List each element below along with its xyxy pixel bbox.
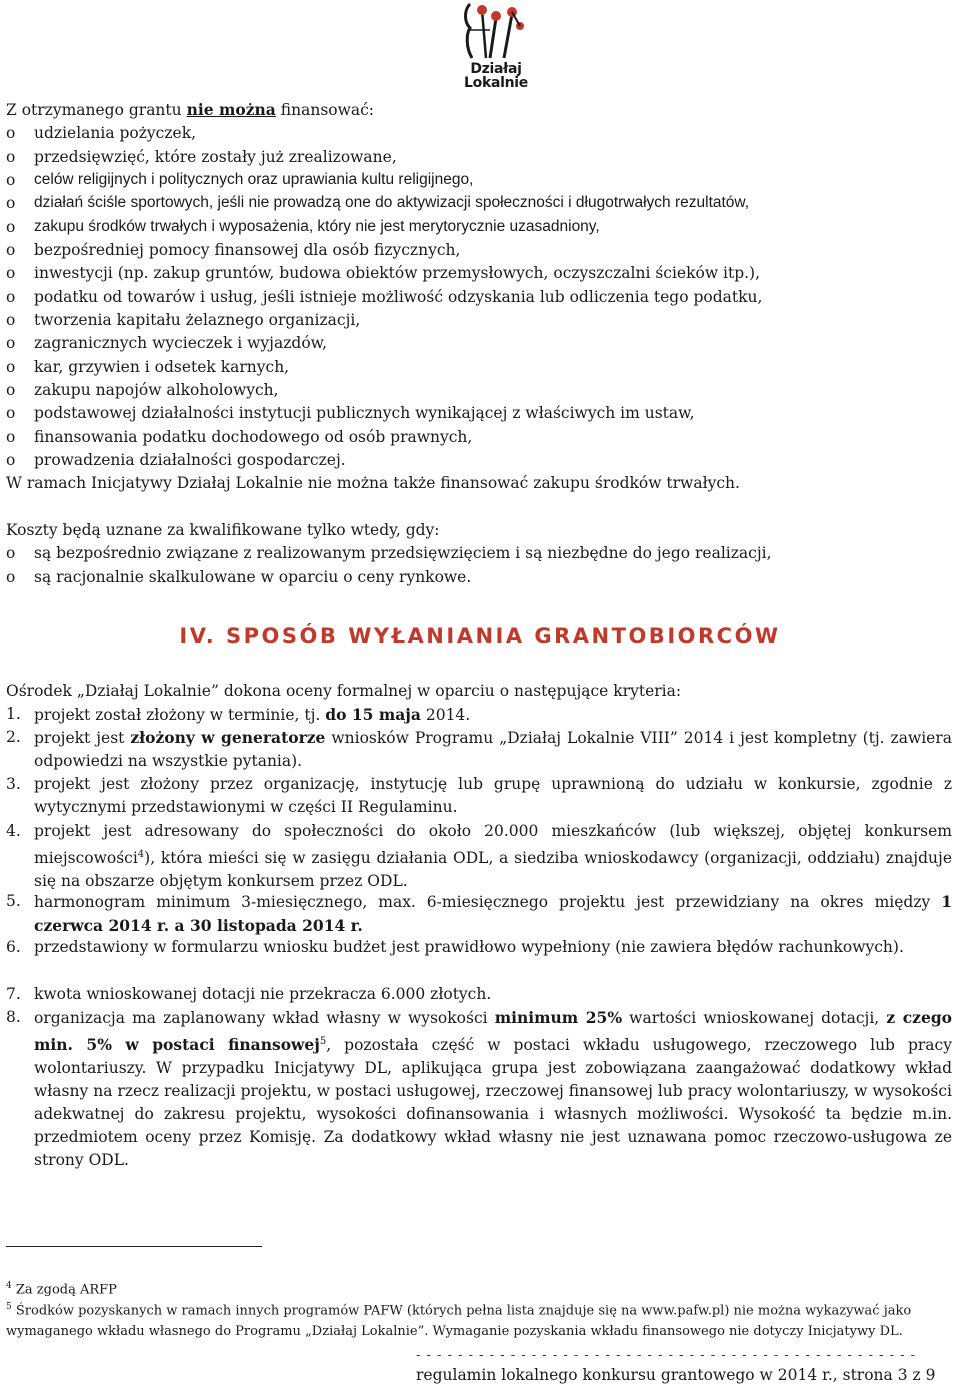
criterion-number: 1. (6, 705, 21, 723)
list-item: są racjonalnie skalkulowane w oparciu o ceny rynkowe. (34, 568, 472, 586)
bullet-marker: o (6, 334, 16, 352)
logo-text-line2: Lokalnie (464, 75, 528, 91)
criterion-3: projekt jest złożony przez organizację, instytucję lub grupę uprawnioną do udziału w konkursie, zgodnie z wytycznymi przedstawionymi w części II Regulaminu. (34, 775, 952, 816)
list-item: przedsięwzięć, które zostały już zrealizowane, (34, 148, 397, 166)
bullet-marker: o (6, 404, 16, 422)
criterion-2: projekt jest złożony w generatorze wniosków Programu „Działaj Lokalnie VIII” 2014 i jest kompletny (tj. zawiera odpowiedzi na wszystkie pytania). (34, 728, 952, 770)
list-item: podstawowej działalności instytucji publicznych wynikającej z właściwych im ustaw, (34, 404, 695, 422)
criterion-number: 5. (6, 892, 21, 910)
list-item: prowadzenia działalności gospodarczej. (34, 451, 346, 469)
criteria-intro: Ośrodek „Działaj Lokalnie” dokona oceny formalnej w oparciu o następujące kryteria: (6, 682, 682, 700)
list-item: zagranicznych wycieczek i wyjazdów, (34, 334, 328, 352)
intro-emphasis: nie można (186, 100, 276, 119)
bullet-marker: o (6, 264, 16, 282)
criterion-1: projekt został złożony w terminie, tj. do 15 maja 2014. (34, 705, 471, 724)
criterion-8: organizacja ma zaplanowany wkład własny w wysokości minimum 25% wartości wnioskowanej dotacji, z czego min. 5% w postaci finansowej$^5$, pozostała część w postaci wkładu usługowego, rzeczowego lub pracy wolontariuszy. W przypadku Inicjatywy DL, aplikująca grupa jest zobowiązana zaangażować dodatkowy wkład własny na rzecz realizacji projektu, w postaci usługowej, rzeczowej finansowej lub pracy wolontariuszy, w wysokości adekwatnej do zakresu projektu, wysokości dofinansowania i własnych możliwości. Wysokość ta będzie m.in. przedmiotem oceny przez Komisję. Za dodatkowy wkład własny nie jest uznawana pomoc rzeczowo-usługowa ze strony ODL. (34, 1008, 952, 1170)
bullet-marker: o (6, 171, 16, 189)
list-item: zakupu napojów alkoholowych, (34, 381, 279, 399)
footnote-divider (6, 1246, 262, 1247)
criterion-7: kwota wnioskowanej dotacji nie przekracza 6.000 złotych. (34, 985, 492, 1003)
footnote-4: $^4$ Za zgodą ARFP (6, 1281, 117, 1298)
bullet-marker: o (6, 568, 16, 586)
costs-intro: Koszty będą uznane za kwalifikowane tylko wtedy, gdy: (6, 521, 440, 539)
list-item: zakupu środków trwałych i wyposażenia, który nie jest merytorycznie uzasadniony, (34, 218, 600, 235)
bullet-marker: o (6, 544, 16, 562)
footer-divider: - - - - - - - - - - - - - - - - - - - - - - - - - - - - - - - - - - - - - - - - - - - - - - - - (416, 1348, 917, 1363)
page-footer: regulamin lokalnego konkursu grantowego w 2014 r., strona 3 z 9 (416, 1366, 936, 1384)
criterion-number: 4. (6, 822, 21, 840)
bullet-marker: o (6, 358, 16, 376)
bullet-marker: o (6, 124, 16, 142)
logo-text-line1: Działaj (470, 61, 522, 77)
list-item: działań ściśle sportowych, jeśli nie prowadzą one do aktywizacji społeczności i długotrwałych rezultatów, (34, 194, 750, 211)
flowers-logo-icon (460, 0, 532, 62)
list-item: celów religijnych i politycznych oraz uprawiania kultu religijnego, (34, 171, 474, 188)
footnote-5: $^5$ Środków pozyskanych w ramach innych programów PAFW (których pełna lista znajduje się na www.pafw.pl) nie można wykazywać jako wymaganego wkładu własnego do Programu „Działaj Lokalnie”. Wymaganie pozyskania wkładu finansowego nie dotyczy Inicjatywy DL. (6, 1302, 912, 1340)
bullet-marker: o (6, 428, 16, 446)
list-item: podatku od towarów i usług, jeśli istnieje możliwość odzyskania lub odliczenia tego podatku, (34, 288, 763, 306)
criterion-number: 3. (6, 775, 21, 793)
list-item: tworzenia kapitału żelaznego organizacji, (34, 311, 361, 329)
criterion-6: przedstawiony w formularzu wniosku budżet jest prawidłowo wypełniony (nie zawiera błędów rachunkowych). (34, 938, 904, 956)
bullet-marker: o (6, 241, 16, 259)
bullet-marker: o (6, 381, 16, 399)
criterion-4: projekt jest adresowany do społeczności do około 20.000 mieszkańców (lub większej, objętej konkursem miejscowości$^4$), która mieści się w zasięgu działania ODL, a siedziba wnioskodawcy (organizacji, oddziału) znajduje się na obszarze objętym konkursem przez ODL. (34, 822, 952, 891)
bullet-marker: o (6, 218, 16, 236)
bullet-marker: o (6, 311, 16, 329)
criterion-number: 7. (6, 985, 21, 1003)
bullet-marker: o (6, 288, 16, 306)
bullet-marker: o (6, 148, 16, 166)
list-item: kar, grzywien i odsetek karnych, (34, 358, 290, 376)
list-item: inwestycji (np. zakup gruntów, budowa obiektów przemysłowych, oczyszczalni ścieków itp.), (34, 264, 761, 282)
list-item: są bezpośrednio związane z realizowanym przedsięwzięciem i są niezbędne do jego realizacji, (34, 544, 772, 562)
bullet-marker: o (6, 451, 16, 469)
list-item: bezpośredniej pomocy finansowej dla osób fizycznych, (34, 241, 461, 259)
dzialaj-lokalnie-logo (460, 0, 532, 92)
section-heading: IV. SPOSÓB WYŁANIANIA GRANTOBIORCÓW (179, 624, 781, 648)
criterion-number: 6. (6, 938, 21, 956)
list-item: finansowania podatku dochodowego od osób prawnych, (34, 428, 473, 446)
criterion-number: 2. (6, 728, 21, 746)
bullet-marker: o (6, 194, 16, 212)
criterion-5: harmonogram minimum 3-miesięcznego, max. 6-miesięcznego projektu jest przewidziany na okres między 1 czerwca 2014 r. a 30 listopada 2014 r. (34, 892, 952, 935)
list-item: udzielania pożyczek, (34, 124, 197, 142)
footnote-ref: 4 (137, 849, 145, 860)
excluded-intro: Z otrzymanego grantu nie można finansować: (6, 100, 375, 119)
criterion-number: 8. (6, 1008, 21, 1026)
initiative-note: W ramach Inicjatywy Działaj Lokalnie nie można także finansować zakupu środków trwałych. (6, 474, 740, 492)
footnote-ref: 5 (319, 1036, 327, 1047)
